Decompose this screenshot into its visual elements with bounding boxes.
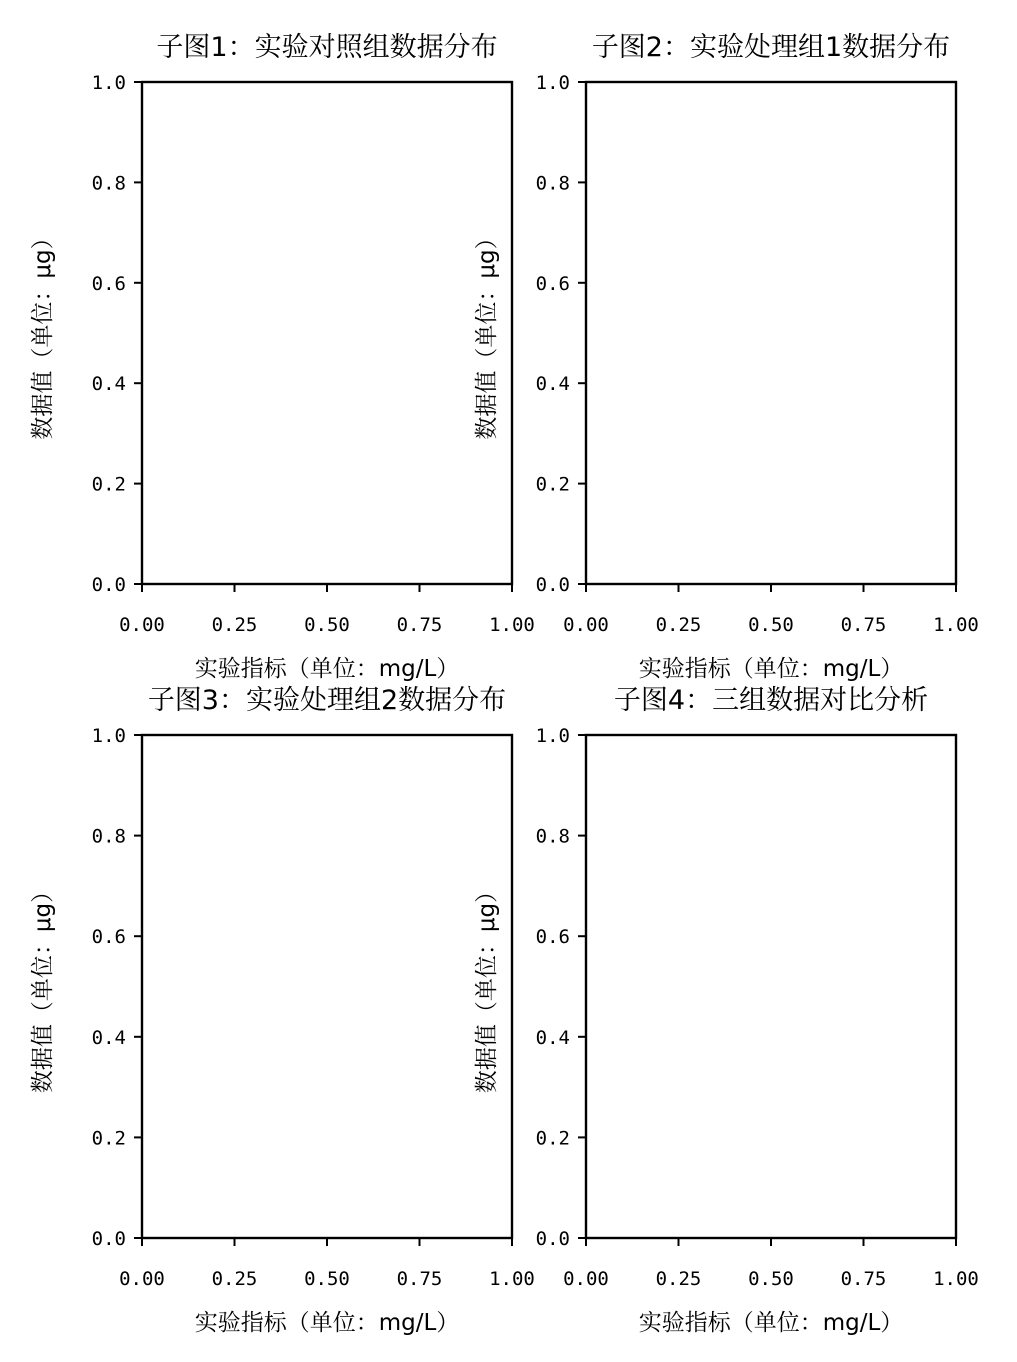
y-axis-label: 数据值（单位：μg） [474,879,500,1094]
subplot-1 [30,32,535,682]
y-tick-label: 0.8 [535,172,570,195]
y-tick-label: 0.0 [535,1228,570,1250]
x-tick-label: 0.25 [211,1268,258,1290]
subplot-title: 子图4：三组数据对比分析 [613,685,929,716]
y-tick-label: 0.0 [535,574,570,596]
x-tick-label: 0.25 [655,614,702,636]
y-tick-label: 0.6 [91,272,126,295]
subplot-title: 子图2：实验处理组1数据分布 [591,32,951,63]
x-tick-label: 0.75 [840,1268,887,1290]
x-tick-label: 0.25 [211,614,258,636]
y-tick-label: 0.2 [91,473,126,496]
y-tick-label: 0.8 [91,172,126,195]
x-tick-label: 0.50 [304,1268,350,1290]
y-tick-label: 0.4 [535,373,570,396]
y-tick-label: 0.0 [91,1228,126,1250]
x-axis-label: 实验指标（单位：mg/L） [194,1310,460,1336]
subplot-3 [30,685,535,1336]
x-tick-label: 0.75 [840,614,887,636]
plot-area [586,735,956,1238]
subplot-2 [474,32,979,682]
plot-area [142,82,512,584]
y-tick-label: 0.4 [91,373,126,396]
y-tick-label: 0.4 [535,1026,570,1049]
y-tick-label: 1.0 [535,725,570,747]
y-tick-label: 0.8 [91,825,126,848]
x-tick-label: 0.00 [119,614,165,636]
plot-area [586,82,956,584]
y-tick-label: 1.0 [91,725,126,747]
y-tick-label: 0.6 [535,272,570,295]
y-tick-label: 0.6 [91,926,126,949]
x-tick-label: 1.00 [489,1268,535,1290]
x-tick-label: 0.00 [563,614,609,636]
x-axis-label: 实验指标（单位：mg/L） [638,1310,904,1336]
subplot-title: 子图1：实验对照组数据分布 [156,32,498,63]
x-tick-label: 0.50 [748,614,794,636]
y-axis-label: 数据值（单位：μg） [474,226,500,440]
y-tick-label: 0.8 [535,825,570,848]
y-axis-label: 数据值（单位：μg） [30,879,56,1094]
subplot-4 [474,685,979,1336]
x-tick-label: 1.00 [489,614,535,636]
y-axis-label: 数据值（单位：μg） [30,226,56,440]
y-tick-label: 0.6 [535,926,570,949]
y-tick-label: 0.4 [91,1026,126,1049]
x-axis-label: 实验指标（单位：mg/L） [638,656,904,682]
x-tick-label: 0.75 [396,614,443,636]
x-tick-label: 1.00 [933,614,979,636]
y-tick-label: 1.0 [91,72,126,94]
subplot-title: 子图3：实验处理组2数据分布 [147,685,507,716]
x-tick-label: 0.25 [655,1268,702,1290]
x-tick-label: 0.00 [119,1268,165,1290]
y-tick-label: 0.0 [91,574,126,596]
x-tick-label: 0.50 [304,614,350,636]
x-tick-label: 0.50 [748,1268,794,1290]
y-tick-label: 0.2 [535,473,570,496]
y-tick-label: 0.2 [91,1127,126,1150]
x-tick-label: 0.00 [563,1268,609,1290]
y-tick-label: 1.0 [535,72,570,94]
x-axis-label: 实验指标（单位：mg/L） [194,656,460,682]
x-tick-label: 0.75 [396,1268,443,1290]
plot-area [142,735,512,1238]
x-tick-label: 1.00 [933,1268,979,1290]
y-tick-label: 0.2 [535,1127,570,1150]
